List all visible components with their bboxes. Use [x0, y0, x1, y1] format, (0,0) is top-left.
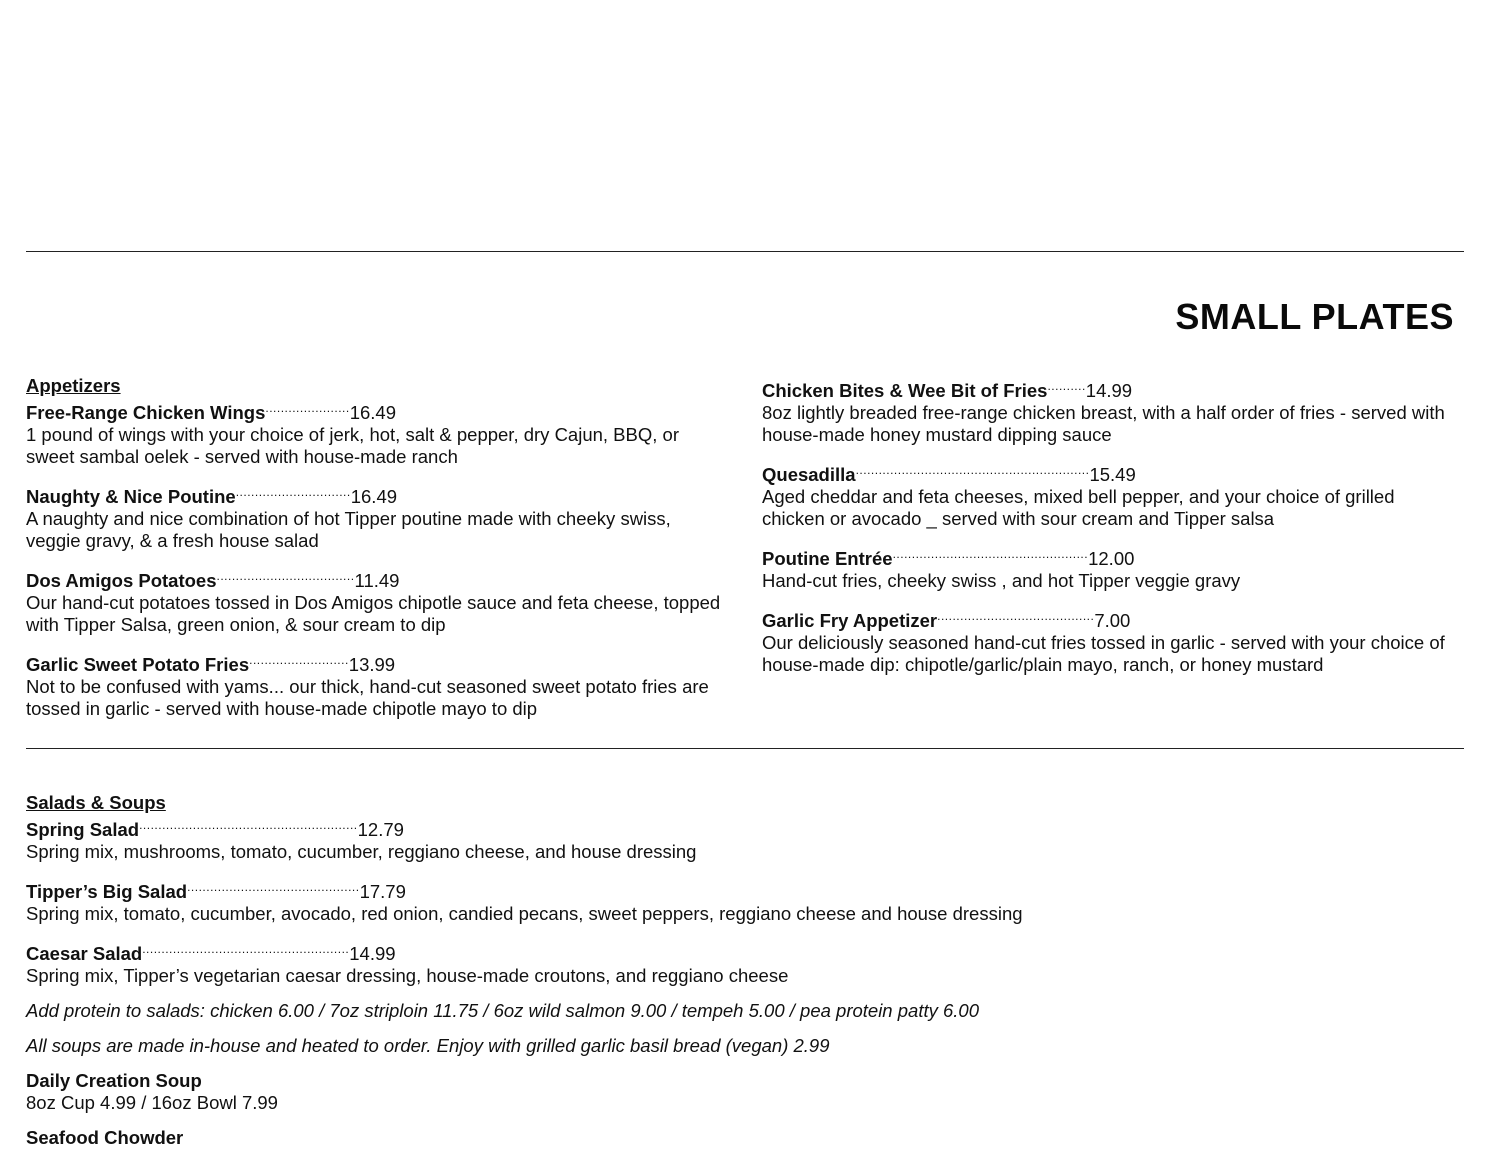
item-description: Aged cheddar and feta cheeses, mixed bell pepper, and your choice of grilled chicken or avocado _ served with sour cream and Tipper salsa	[762, 486, 1395, 529]
item-price: 14.99	[1085, 380, 1133, 401]
item-price: 13.99	[348, 654, 396, 675]
menu-item	[26, 397, 726, 468]
item-description: Our hand-cut potatoes tossed in Dos Amigos chipotle sauce and feta cheese, topped with Tipper Salsa, green onion, & sour cream to dip	[26, 592, 721, 635]
item-name: Garlic Sweet Potato Fries	[26, 654, 250, 675]
item-name: Seafood Chowder	[26, 1127, 184, 1148]
menu-item	[26, 938, 1456, 987]
dot-leader: .............................................................	[855, 463, 1090, 477]
dot-leader: ..........................	[249, 653, 349, 667]
soup-note: All soups are made in-house and heated to order. Enjoy with grilled garlic basil bread (vegan) 2.99	[26, 1035, 830, 1056]
item-name: Naughty & Nice Poutine	[26, 486, 236, 507]
menu-item	[26, 1070, 1456, 1114]
menu-item	[762, 459, 1462, 530]
dot-leader: .........................................................	[139, 818, 358, 832]
menu-item	[26, 814, 1456, 863]
item-description: 8oz Cup 4.99 / 16oz Bowl 7.99	[26, 1092, 278, 1113]
item-price: 16.49	[349, 402, 397, 423]
item-name: Chicken Bites & Wee Bit of Fries	[762, 380, 1048, 401]
dot-leader: ......................	[265, 401, 350, 415]
menu-item	[26, 565, 726, 636]
menu-item	[26, 876, 1456, 925]
item-description: Not to be confused with yams... our thick, hand-cut seasoned sweet potato fries are tossed in garlic - served with house-made chipotle mayo to dip	[26, 676, 709, 719]
item-name: Quesadilla	[762, 464, 856, 485]
dot-leader: ....................................	[216, 569, 355, 583]
item-name: Spring Salad	[26, 819, 140, 840]
item-name: Tipper’s Big Salad	[26, 881, 188, 902]
item-description: Spring mix, Tipper’s vegetarian caesar dressing, house-made croutons, and reggiano cheese	[26, 965, 789, 986]
item-name: Caesar Salad	[26, 943, 143, 964]
item-price: 7.00	[1094, 610, 1131, 631]
item-price: 17.79	[359, 881, 406, 902]
item-price: 11.49	[354, 570, 400, 591]
item-description: Spring mix, tomato, cucumber, avocado, red onion, candied pecans, sweet peppers, reggiano cheese and house dressing	[26, 903, 1023, 924]
item-description: A naughty and nice combination of hot Tipper poutine made with cheeky swiss, veggie gravy, & a fresh house salad	[26, 508, 671, 551]
menu-item	[26, 1127, 1456, 1149]
item-price: 14.99	[349, 943, 396, 964]
section-title: SMALL PLATES	[1175, 296, 1454, 337]
item-name: Poutine Entrée	[762, 548, 893, 569]
menu-item	[26, 481, 726, 552]
item-name: Daily Creation Soup	[26, 1070, 202, 1091]
item-description: 1 pound of wings with your choice of jerk, hot, salt & pepper, dry Cajun, BBQ, or sweet sambal oelek - served with house-made ranch	[26, 424, 679, 467]
dot-leader: ..............................	[235, 485, 351, 499]
item-description: 8oz lightly breaded free-range chicken breast, with a half order of fries - served with house-made honey mustard dipping sauce	[762, 402, 1445, 445]
top-divider	[26, 251, 1464, 252]
item-description: Spring mix, mushrooms, tomato, cucumber, reggiano cheese, and house dressing	[26, 841, 697, 862]
dot-leader: .........................................	[937, 609, 1095, 623]
item-name: Garlic Fry Appetizer	[762, 610, 938, 631]
item-name: Dos Amigos Potatoes	[26, 570, 217, 591]
appetizers-column	[26, 375, 726, 733]
menu-item	[26, 649, 726, 720]
dot-leader: ..........	[1047, 379, 1086, 393]
salads-heading: Salads & Soups	[26, 792, 166, 813]
item-name: Free-Range Chicken Wings	[26, 402, 266, 423]
dot-leader: .............................................	[187, 880, 360, 894]
dot-leader: ...................................................	[892, 547, 1089, 561]
item-price: 12.00	[1088, 548, 1135, 569]
salads-soups-section	[26, 792, 1456, 1162]
menu-item	[762, 543, 1462, 592]
protein-note: Add protein to salads: chicken 6.00 / 7oz striploin 11.75 / 6oz wild salmon 9.00 / tempeh 5.00 / pea protein patty 6.00	[26, 1000, 979, 1021]
item-price: 16.49	[350, 486, 398, 507]
middle-divider	[26, 748, 1464, 749]
item-description: Our deliciously seasoned hand-cut fries tossed in garlic - served with your choice of house-made dip: chipotle/garlic/plain mayo, ranch, or honey mustard	[762, 632, 1445, 675]
item-price: 15.49	[1089, 464, 1136, 485]
item-price: 12.79	[357, 819, 404, 840]
menu-item	[762, 375, 1462, 446]
item-description: Hand-cut fries, cheeky swiss , and hot Tipper veggie gravy	[762, 570, 1241, 591]
menu-item	[762, 605, 1462, 676]
appetizers-heading: Appetizers	[26, 375, 121, 396]
right-column	[762, 375, 1462, 689]
dot-leader: ......................................................	[142, 942, 350, 956]
